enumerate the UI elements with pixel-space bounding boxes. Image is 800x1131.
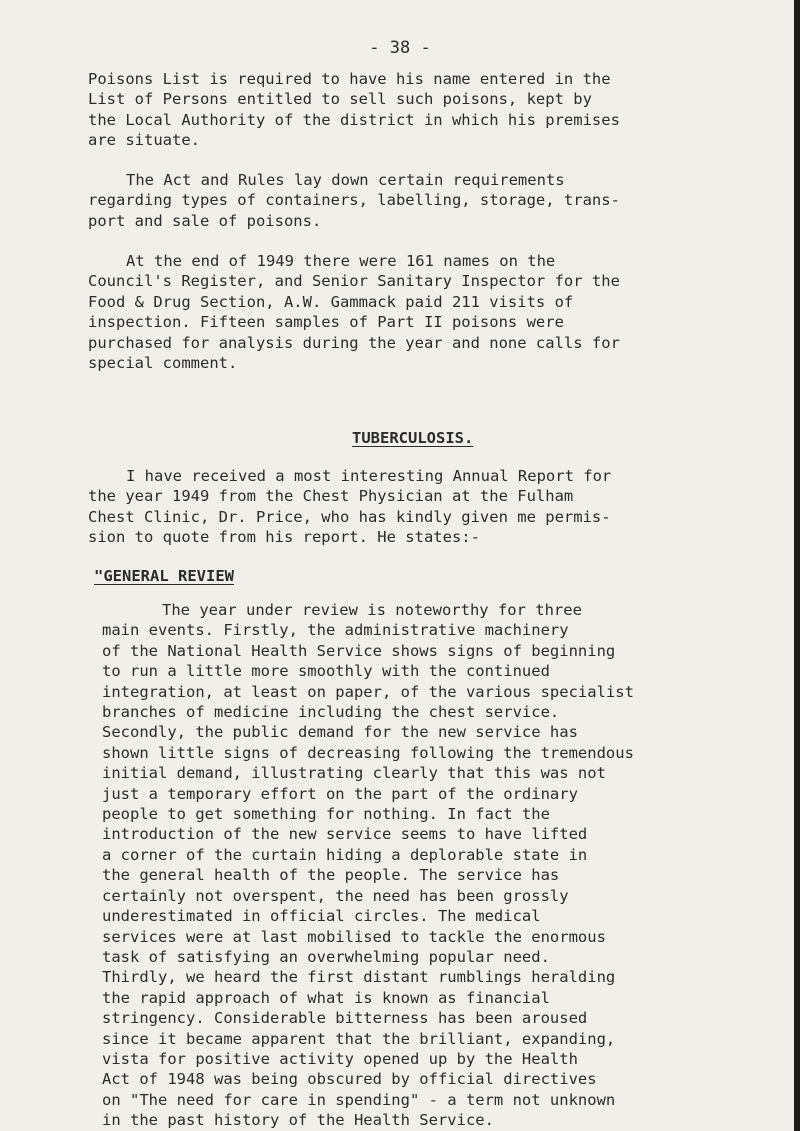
paragraph-register-text: At the end of 1949 there were 161 names on the Council's Register, and Senior Sanitary Inspector for the Food & Drug Section, A.W. Gammack paid 211 visits of inspection. Fifteen samples of Part II poisons were purchased for analysis during the year and none calls for special comment. bbox=[88, 252, 620, 373]
paragraph-act-rules-text: The Act and Rules lay down certain requirements regarding types of containers, labelling, storage, trans- port and sale of poisons. bbox=[88, 171, 620, 230]
paragraph-poisons-list: Poisons List is required to have his name entered in the List of Persons entitled to sell such poisons, kept by the Local Authority of the district in which his premises are situate. bbox=[88, 70, 620, 150]
paragraph-register bbox=[88, 251, 620, 373]
paragraph-general-review-text: The year under review is noteworthy for three main events. Firstly, the administrative machinery of the National Health Service shows signs of beginning to run a little more smoothly with the continued integration, at least on paper, of the various specialist branches of medicine including the chest service. Secondly, the public demand for the new service has shown little signs of decreasing following the tremendous initial demand, illustrating clearly that this was not just a temporary effort on the part of the ordinary people to get something for nothing. In fact the introduction of the new service seems to have lifted a corner of the curtain hiding a deplorable state in the general health of the people. The service has certainly not overspent, the need has been grossly underestimated in official circles. The medical services were at last mobilised to tackle the enormous task of satisfying an overwhelming popular need. Thirdly, we heard the first distant rumblings heralding the rapid approach of what is known as financial stringency. Considerable bitterness has been aroused since it became apparent that the brilliant, expanding, vista for positive activity opened up by the Health Act of 1948 was being obscured by official directives on "The need for care in spending" - a term not unknown in the past history of the Health Service. bbox=[102, 601, 634, 1130]
section-heading-tuberculosis: TUBERCULOSIS. bbox=[352, 429, 474, 447]
paragraph-act-rules bbox=[88, 170, 620, 231]
page-number: - 38 - bbox=[369, 38, 431, 58]
sub-heading-general-review: "GENERAL REVIEW bbox=[94, 567, 234, 585]
paragraph-general-review bbox=[102, 600, 634, 1131]
scan-edge-shadow bbox=[794, 0, 800, 1131]
paragraph-tb-report bbox=[88, 466, 611, 548]
paragraph-tb-report-text: I have received a most interesting Annual Report for the year 1949 from the Chest Physician at the Fulham Chest Clinic, Dr. Price, who has kindly given me permis- sion to quote from his report. He states:- bbox=[88, 467, 612, 547]
